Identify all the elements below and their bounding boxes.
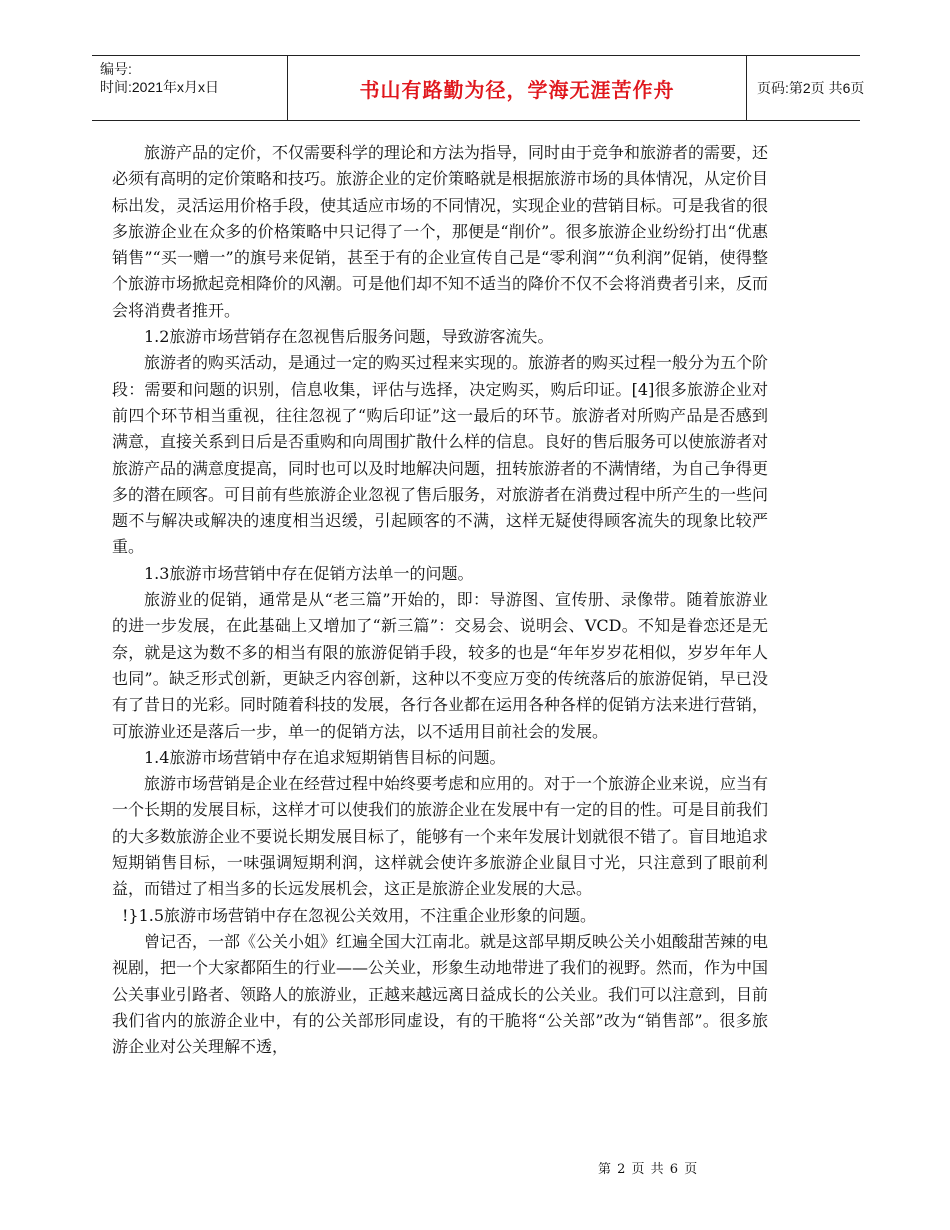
paragraph: 旅游业的促销，通常是从“老三篇”开始的，即：导游图、宣传册、录像带。随着旅游业的进一步发展，在此基础上又增加了“新三篇”：交易会、说明会、VCD。不知是眷恋还是无奈，就是这为数不多的相当有限的旅游促销手段，较多的也是“年年岁岁花相似，岁岁年年人也同”。缺乏形式创新，更缺乏内容创新，这种以不变应万变的传统落后的旅游促销，早已没有了昔日的光彩。同时随着科技的发展，各行各业都在运用各种各样的促销方法来进行营销，可旅游业还是落后一步，单一的促销方法，以不适用目前社会的发展。 <box>112 590 769 741</box>
section-heading: 1.2旅游市场营销存在忽视售后服务问题，导致游客流失。 <box>144 327 554 347</box>
paragraph: 旅游者的购买活动，是通过一定的购买过程来实现的。旅游者的购买过程一般分为五个阶段：需要和问题的识别，信息收集，评估与选择，决定购买，购后印证。[4]很多旅游企业对前四个环节相当重视，往往忽视了“购后印证”这一最后的环节。旅游者对所购产品是否感到满意，直接关系到日后是否重购和向周围扩散什么样的信息。良好的售后服务可以使旅游者对旅游产品的满意度提高，同时也可以及时地解决问题，扭转旅游者的不满情绪，为自己争得更多的潜在顾客。可目前有些旅游企业忽视了售后服务，对旅游者在消费过程中所产生的一些问题不与解决或解决的速度相当迟缓，引起顾客的不满，这样无疑使得顾客流失的现象比较严重。 <box>112 353 769 557</box>
time-label: 时间:2021年x月x日 <box>100 79 220 95</box>
page-header <box>92 55 865 121</box>
header-meta <box>100 60 280 96</box>
paragraph: 旅游市场营销是企业在经营过程中始终要考虑和应用的。对于一个旅游企业来说，应当有一个长期的发展目标，这样才可以使我们的旅游企业在发展中有一定的目的性。可是目前我们的大多数旅游企业不要说长期发展目标了，能够有一个来年发展计划就很不错了。盲目地追求短期销售目标，一味强调短期利润，这样就会使许多旅游企业鼠目寸光，只注意到了眼前利益，而错过了相当多的长远发展机会，这正是旅游企业发展的大忌。 <box>112 774 769 899</box>
paragraph: 旅游产品的定价，不仅需要科学的理论和方法为指导，同时由于竞争和旅游者的需要，还必须有高明的定价策略和技巧。旅游企业的定价策略就是根据旅游市场的具体情况，从定价目标出发，灵活运用价格手段，使其适应市场的不同情况，实现企业的营销目标。可是我省的很多旅游企业在众多的价格策略中只记得了一个，那便是“削价”。很多旅游企业纷纷打出“优惠销售”“买一赠一”的旗号来促销，甚至于有的企业宣传自己是“零利润”“负利润”促销，使得整个旅游市场掀起竞相降价的风潮。可是他们却不知不适当的降价不仅不会将消费者引来，反而会将消费者推开。 <box>112 143 769 320</box>
section-heading: 1.4旅游市场营销中存在追求短期销售目标的问题。 <box>144 747 506 767</box>
header-motto: 书山有路勤为径，学海无涯苦作舟 <box>287 56 747 120</box>
header-page-label: 页码:第2页 共6页 <box>757 80 865 96</box>
page-footer: 第 2 页 共 6 页 <box>598 1162 699 1177</box>
document-body <box>112 140 768 1060</box>
section-heading: 1.3旅游市场营销中存在促销方法单一的问题。 <box>144 563 474 583</box>
paragraph: 曾记否，一部《公关小姐》红遍全国大江南北。就是这部早期反映公关小姐酸甜苦辣的电视剧，把一个大家都陌生的行业——公关业，形象生动地带进了我们的视野。然而，作为中国公关事业引路者、领路人的旅游业，正越来越远离日益成长的公关业。我们可以注意到，目前我们省内的旅游企业中，有的公关部形同虚设，有的干脆将“公关部”改为“销售部”。很多旅游企业对公关理解不透， <box>112 931 769 1057</box>
section-heading: !}1.5旅游市场营销中存在忽视公关效用，不注重企业形象的问题。 <box>122 905 597 925</box>
serial-label: 编号: <box>100 61 132 77</box>
